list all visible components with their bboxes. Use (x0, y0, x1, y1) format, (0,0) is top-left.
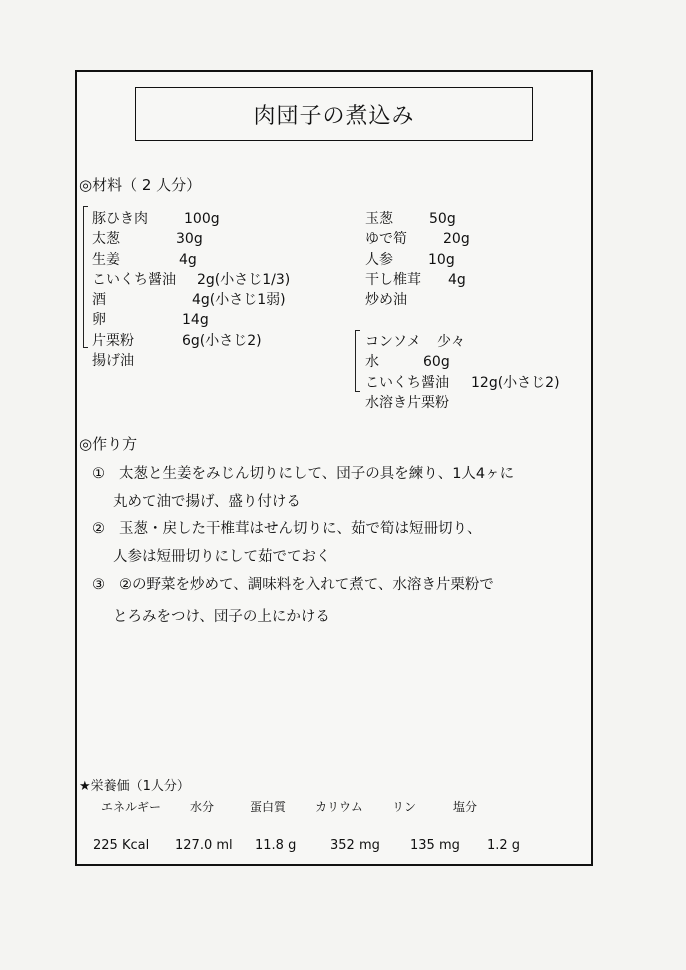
nutrition-value: 127.0 ml (175, 838, 233, 853)
ingredient-name: 揚げ油 (92, 353, 134, 370)
left-ingredients-bracket (83, 206, 88, 348)
sauce-name: こいくち醤油 (365, 374, 449, 391)
ingredient-amount: 4g (179, 251, 197, 268)
ingredient-name: こいくち醤油 (92, 271, 176, 288)
sauce-row (365, 352, 449, 372)
ingredient-name: 玉葱 (365, 211, 393, 227)
nutrition-value: 135 mg (410, 838, 460, 853)
ingredient-name: 炒め油 (365, 292, 407, 309)
sauce-row (365, 332, 465, 352)
nutrition-value: 225 Kcal (93, 838, 150, 853)
nutrition-label: 水分 (190, 800, 215, 814)
ingredient-name: 豚ひき肉 (92, 211, 148, 227)
sauce-name: 水 (365, 354, 379, 371)
nutrition-label: 蛋白質 (250, 800, 287, 814)
method-header: ◎作り方 (79, 435, 138, 453)
sauce-name: コンソメ (365, 334, 421, 350)
sauce-name: 水溶き片栗粉 (365, 394, 449, 411)
ingredient-amount: 2g(小さじ1/3) (197, 271, 291, 288)
ingredient-name: 酒 (92, 292, 106, 309)
ingredient-amount: 10g (428, 251, 455, 268)
ingredient-row (92, 229, 203, 249)
right-ingredient-list (365, 209, 470, 310)
ingredient-name: 生姜 (92, 251, 120, 268)
step-text-line2: とろみをつけ、団子の上にかける (113, 609, 330, 625)
ingredient-row (365, 270, 466, 290)
step-number: ① (92, 466, 105, 482)
step-text-line1: ②の野菜を炒めて、調味料を入れて煮て、水溶き片栗粉で (119, 577, 494, 593)
sauce-amount: 少々 (437, 334, 465, 350)
ingredient-row (365, 229, 470, 249)
left-ingredient-list (92, 209, 291, 371)
nutrition-value: 352 mg (330, 838, 380, 853)
ingredient-row (92, 209, 220, 229)
nutrition-label: エネルギー (101, 800, 162, 814)
ingredient-name: 太葱 (92, 231, 120, 248)
nutrition-label: 塩分 (453, 800, 478, 814)
ingredient-amount: 4g (448, 271, 466, 288)
ingredient-amount: 30g (176, 231, 203, 248)
ingredient-row (365, 209, 456, 229)
ingredient-amount: 14g (182, 312, 209, 329)
nutrition-label: カリウム (315, 800, 363, 814)
step-text-line2: 人参は短冊切りにして茹でておく (113, 549, 331, 565)
ingredient-amount: 20g (443, 231, 470, 248)
recipe-title: 肉団子の煮込み (135, 87, 533, 141)
step-number: ③ (92, 577, 105, 593)
ingredient-name: 片栗粉 (92, 332, 134, 349)
ingredient-row (92, 310, 209, 330)
ingredient-row (92, 331, 262, 351)
ingredient-row (365, 290, 421, 310)
ingredient-row (92, 250, 197, 270)
ingredient-amount: 50g (429, 211, 456, 227)
ingredient-row (92, 270, 291, 290)
nutrition-label: リン (392, 800, 417, 814)
materials-header: ◎材料（ 2 人分） (79, 176, 202, 194)
sauce-amount: 60g (423, 354, 450, 371)
ingredient-row (92, 351, 176, 371)
sauce-row (365, 373, 560, 393)
step-number: ② (92, 521, 105, 537)
ingredient-amount: 4g(小さじ1弱) (192, 292, 286, 309)
ingredient-amount: 100g (184, 211, 220, 227)
nutrition-value: 1.2 g (487, 838, 521, 853)
ingredient-name: 卵 (92, 312, 106, 329)
sauce-row (365, 393, 449, 413)
step-text-line1: 太葱と生姜をみじん切りにして、団子の具を練り、1人4ヶに (119, 466, 515, 482)
ingredient-name: ゆで筍 (365, 231, 407, 248)
step-text-line2: 丸めて油で揚げ、盛り付ける (113, 494, 301, 510)
ingredient-row (92, 290, 286, 310)
ingredient-row (365, 250, 455, 270)
sauce-list (365, 332, 560, 413)
ingredient-name: 人参 (365, 251, 393, 268)
ingredient-amount: 6g(小さじ2) (182, 332, 262, 349)
ingredient-name: 干し椎茸 (365, 271, 421, 288)
recipe-card (75, 70, 593, 866)
sauce-bracket (355, 330, 360, 392)
nutrition-value: 11.8 g (255, 838, 297, 853)
nutrition-header: ★栄養価（1人分） (79, 779, 190, 794)
step-text-line1: 玉葱・戻した干椎茸はせん切りに、茹で筍は短冊切り、 (119, 521, 482, 537)
sauce-amount: 12g(小さじ2) (471, 374, 560, 391)
